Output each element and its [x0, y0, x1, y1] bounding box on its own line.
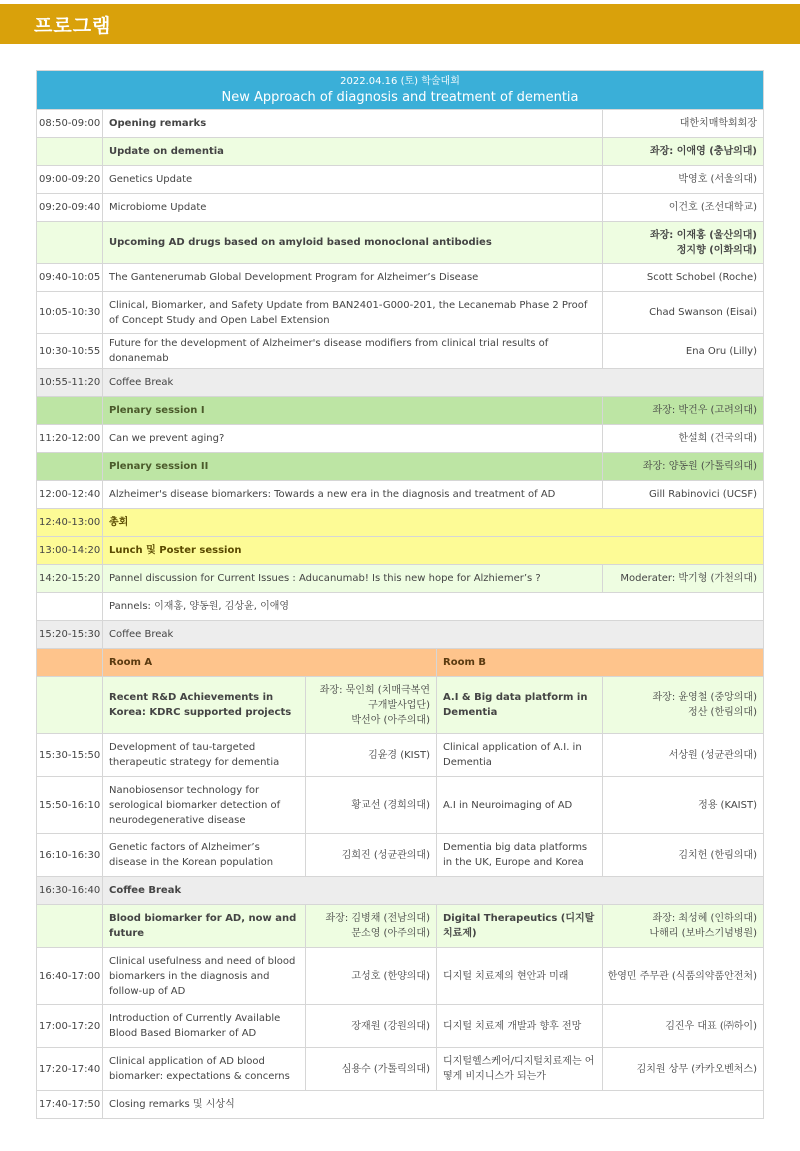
row-talk-r5 [37, 1005, 764, 1048]
time-cell: 17:20-17:40 [37, 1048, 103, 1091]
time-cell [37, 138, 103, 166]
room-a-talk-title: Introduction of Currently Available Blood Based Biomarker of AD [103, 1005, 306, 1048]
talk-title: Can we prevent aging? [103, 425, 603, 453]
room-a-talk-title: Clinical usefulness and need of blood biomarkers in the diagnosis and follow-up of AD [103, 948, 306, 1005]
row-aging [37, 425, 764, 453]
chair-line: 구개발사업단) [368, 699, 430, 711]
room-b-speaker: 정용 (KAIST) [603, 777, 764, 834]
chair-line: 문소영 (아주의대) [351, 928, 430, 939]
row-plenary-2-header [37, 453, 764, 481]
row-upcoming-header [37, 222, 764, 264]
chair-cell: 좌장: 이애영 (충남의대) [603, 138, 764, 166]
room-a-label: Room A [103, 649, 437, 677]
row-talk-r3 [37, 834, 764, 877]
room-b-speaker: 김진우 대표 (㈜하이) [603, 1005, 764, 1048]
room-b-talk-title: 디지털 치료제의 현안과 미래 [437, 948, 603, 1005]
row-plenary-1-header [37, 397, 764, 425]
session-title: Opening remarks [103, 110, 603, 138]
row-lecanemab [37, 292, 764, 334]
time-cell [37, 453, 103, 481]
chair-cell: 좌장: 박건우 (고려의대) [603, 397, 764, 425]
row-rooms-header [37, 649, 764, 677]
row-donanemab [37, 334, 764, 369]
time-cell: 16:40-17:00 [37, 948, 103, 1005]
time-cell: 09:20-09:40 [37, 194, 103, 222]
room-b-session-title: A.I & Big data platform in Dementia [437, 677, 603, 734]
room-a-session-title: Blood biomarker for AD, now and future [103, 905, 306, 948]
row-talk-r6 [37, 1048, 764, 1091]
time-cell: 16:30-16:40 [37, 877, 103, 905]
room-b-session-title: Digital Therapeutics (디지탈 치료제) [437, 905, 603, 948]
row-genetics [37, 166, 764, 194]
time-cell [37, 397, 103, 425]
time-cell [37, 222, 103, 264]
row-biomarkers [37, 481, 764, 509]
row-opening [37, 110, 764, 138]
time-cell: 15:30-15:50 [37, 734, 103, 777]
room-b-talk-title: A.I in Neuroimaging of AD [437, 777, 603, 834]
page-title: 프로그램 [34, 15, 112, 37]
room-b-speaker: 서상원 (성균관의대) [603, 734, 764, 777]
session-title: Closing remarks 및 시상식 [103, 1091, 764, 1119]
speaker-cell: 한설희 (건국의대) [603, 425, 764, 453]
chair-line: 박선아 (아주의대) [351, 714, 430, 726]
talk-title: Clinical, Biomarker, and Safety Update from BAN2401-G000-201, the Lecanemab Phase 2 Proof of Concept Study and Open Label Extension [103, 292, 603, 334]
time-cell [37, 649, 103, 677]
room-a-chair [306, 677, 437, 734]
break-title: Coffee Break [103, 369, 764, 397]
time-cell: 10:55-11:20 [37, 369, 103, 397]
room-b-chair [603, 677, 764, 734]
speaker-cell: Gill Rabinovici (UCSF) [603, 481, 764, 509]
time-cell: 17:00-17:20 [37, 1005, 103, 1048]
room-a-talk-title: Nanobiosensor technology for serological biomarker detection of neurodegenerative disease [103, 777, 306, 834]
room-a-session-title: Recent R&D Achievements in Korea: KDRC supported projects [103, 677, 306, 734]
session-title: Plenary session II [103, 453, 603, 481]
chair-line: 좌장: 윤영철 (중앙의대) [652, 692, 757, 703]
time-cell: 14:20-15:20 [37, 565, 103, 593]
row-talk-r4 [37, 948, 764, 1005]
moderator-cell: Moderater: 박기형 (가천의대) [603, 565, 764, 593]
room-a-speaker: 심용수 (가톨릭의대) [306, 1048, 437, 1091]
room-a-talk-title: Development of tau-targeted therapeutic strategy for dementia [103, 734, 306, 777]
chair-line: 정지향 (이화의대) [676, 244, 757, 256]
room-a-speaker: 김희진 (성균관의대) [306, 834, 437, 877]
row-talk-r2 [37, 777, 764, 834]
room-b-talk-title: 디지털헬스케어/디지털치료제는 어떻게 비지니스가 되는가 [437, 1048, 603, 1091]
session-title: Update on dementia [103, 138, 603, 166]
chair-cell [603, 222, 764, 264]
break-title: Coffee Break [103, 621, 764, 649]
row-coffee-break-1 [37, 369, 764, 397]
page-header [0, 4, 800, 44]
time-cell: 17:40-17:50 [37, 1091, 103, 1119]
time-cell: 10:05-10:30 [37, 292, 103, 334]
time-cell: 15:50-16:10 [37, 777, 103, 834]
row-gantenerumab [37, 264, 764, 292]
time-cell [37, 905, 103, 948]
room-b-talk-title: 디지털 치료제 개발과 향후 전망 [437, 1005, 603, 1048]
banner-date: 2022.04.16 (토) 학술대회 [340, 75, 460, 87]
time-cell: 09:00-09:20 [37, 166, 103, 194]
room-b-talk-title: Clinical application of A.I. in Dementia [437, 734, 603, 777]
room-b-speaker: 김치원 상무 (카카오벤처스) [603, 1048, 764, 1091]
speaker-cell: Scott Schobel (Roche) [603, 264, 764, 292]
room-a-chair [306, 905, 437, 948]
time-cell: 12:40-13:00 [37, 509, 103, 537]
row-coffee-break-2 [37, 621, 764, 649]
time-cell: 16:10-16:30 [37, 834, 103, 877]
program-banner [37, 71, 764, 110]
talk-title: The Gantenerumab Global Development Program for Alzheimer’s Disease [103, 264, 603, 292]
speaker-cell: Ena Oru (Lilly) [603, 334, 764, 369]
session-title: Pannel discussion for Current Issues : Aducanumab! Is this new hope for Alzhiemer’s ? [103, 565, 603, 593]
room-b-chair [603, 905, 764, 948]
chair-line: 나해리 (보바스기념병원) [649, 928, 757, 939]
speaker-cell: Chad Swanson (Eisai) [603, 292, 764, 334]
time-cell: 12:00-12:40 [37, 481, 103, 509]
speaker-cell: 박영호 (서울의대) [603, 166, 764, 194]
talk-title: Future for the development of Alzheimer's disease modifiers from clinical trial results of donanemab [103, 334, 603, 369]
time-cell: 09:40-10:05 [37, 264, 103, 292]
time-cell: 08:50-09:00 [37, 110, 103, 138]
room-a-speaker: 장재원 (강원의대) [306, 1005, 437, 1048]
panelists-text: Pannels: 이재홍, 양동원, 김상윤, 이애영 [103, 593, 764, 621]
time-cell: 11:20-12:00 [37, 425, 103, 453]
chair-line: 좌장: 묵인희 (치매극복연 [319, 684, 430, 696]
session-title: Upcoming AD drugs based on amyloid based monoclonal antibodies [103, 222, 603, 264]
room-a-talk-title: Genetic factors of Alzheimer’s disease in the Korean population [103, 834, 306, 877]
session-title: Plenary session I [103, 397, 603, 425]
room-a-speaker: 김윤경 (KIST) [306, 734, 437, 777]
time-cell: 10:30-10:55 [37, 334, 103, 369]
time-cell [37, 593, 103, 621]
row-panel-discussion [37, 565, 764, 593]
row-session-set-2 [37, 905, 764, 948]
room-b-speaker: 김치헌 (한림의대) [603, 834, 764, 877]
chair-cell: 좌장: 양동원 (가톨릭의대) [603, 453, 764, 481]
row-update-header [37, 138, 764, 166]
talk-title: Genetics Update [103, 166, 603, 194]
row-talk-r1 [37, 734, 764, 777]
room-b-talk-title: Dementia big data platforms in the UK, Europe and Korea [437, 834, 603, 877]
speaker-cell: 이건호 (조선대학교) [603, 194, 764, 222]
break-title: Coffee Break [103, 877, 764, 905]
session-title: 총회 [103, 509, 764, 537]
chair-line: 좌장: 최성혜 (인하의대) [652, 913, 757, 924]
time-cell: 15:20-15:30 [37, 621, 103, 649]
row-general-meeting [37, 509, 764, 537]
row-lunch [37, 537, 764, 565]
room-a-speaker: 황교선 (경희의대) [306, 777, 437, 834]
row-panelists [37, 593, 764, 621]
room-b-speaker: 한영민 주무관 (식품의약품안전처) [603, 948, 764, 1005]
chair-line: 좌장: 김병채 (전남의대) [325, 913, 430, 924]
talk-title: Microbiome Update [103, 194, 603, 222]
chair-line: 정산 (한림의대) [688, 707, 757, 718]
room-a-talk-title: Clinical application of AD blood biomarker: expectations & concerns [103, 1048, 306, 1091]
row-closing [37, 1091, 764, 1119]
row-coffee-break-3 [37, 877, 764, 905]
time-cell: 13:00-14:20 [37, 537, 103, 565]
program-table [36, 70, 764, 1119]
talk-title: Alzheimer's disease biomarkers: Towards a new era in the diagnosis and treatment of AD [103, 481, 603, 509]
banner-title: New Approach of diagnosis and treatment of dementia [221, 89, 579, 105]
row-session-set-1 [37, 677, 764, 734]
chair-line: 좌장: 이재홍 (울산의대) [649, 229, 757, 241]
room-a-speaker: 고성호 (한양의대) [306, 948, 437, 1005]
room-b-label: Room B [437, 649, 764, 677]
row-microbiome [37, 194, 764, 222]
speaker-cell: 대한치매학회회장 [603, 110, 764, 138]
session-title: Lunch 및 Poster session [103, 537, 764, 565]
time-cell [37, 677, 103, 734]
